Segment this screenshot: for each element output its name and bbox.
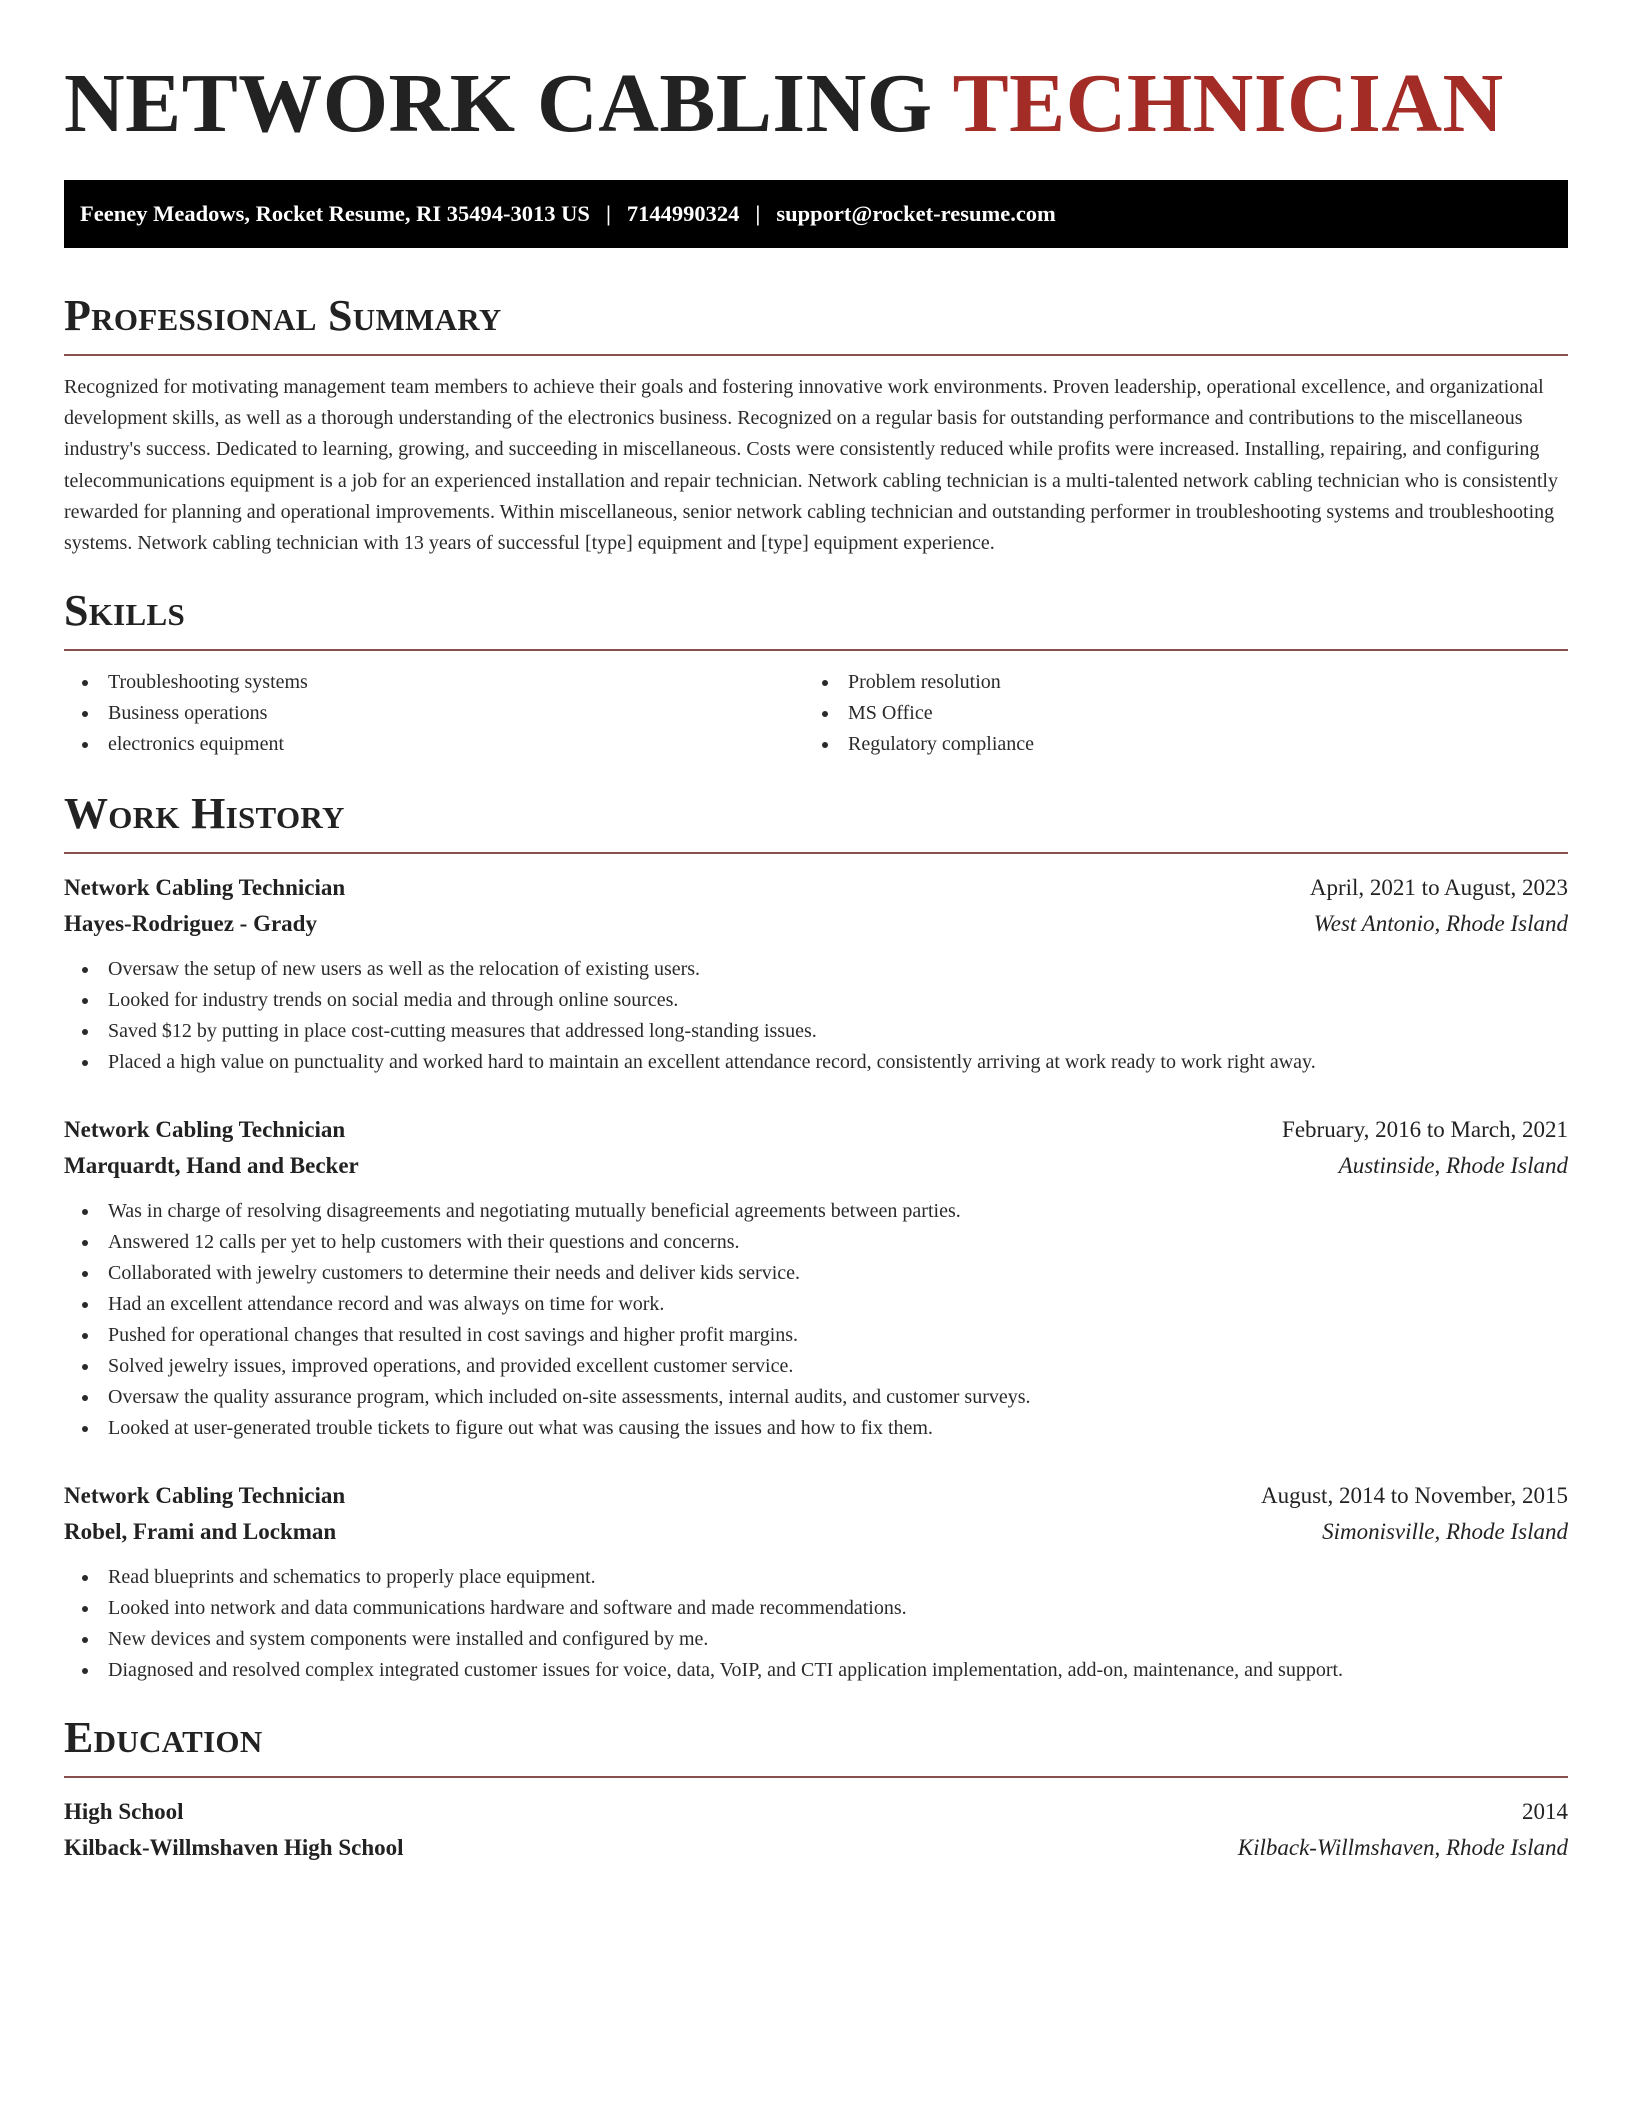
education-location: Kilback-Willmshaven, Rhode Island	[1237, 1835, 1568, 1861]
skill-item: Troubleshooting systems	[64, 667, 804, 698]
job-duty: New devices and system components were installed and configured by me.	[64, 1624, 1568, 1655]
work-history-heading: Work History	[64, 790, 1568, 854]
job-duty: Saved $12 by putting in place cost-cutting measures that addressed long-standing issues.	[64, 1016, 1568, 1047]
job-duty: Solved jewelry issues, improved operations, and provided excellent customer service.	[64, 1351, 1568, 1382]
job-duties-list	[64, 954, 1568, 1078]
job-title: Network Cabling Technician	[64, 875, 346, 901]
job-duty: Was in charge of resolving disagreements and negotiating mutually beneficial agreements between parties.	[64, 1196, 1568, 1227]
contact-separator: |	[605, 201, 611, 226]
job-title: Network Cabling Technician	[64, 1117, 346, 1143]
education-heading: Education	[64, 1714, 1568, 1778]
contact-bar	[64, 180, 1568, 248]
job-company-row	[64, 906, 1568, 942]
job-entry	[64, 1478, 1568, 1686]
skill-item: Problem resolution	[804, 667, 1544, 698]
job-duties-list	[64, 1562, 1568, 1686]
job-duty: Looked for industry trends on social media and through online sources.	[64, 985, 1568, 1016]
education-school-row	[64, 1830, 1568, 1866]
job-entry	[64, 870, 1568, 1078]
job-company: Hayes-Rodriguez - Grady	[64, 911, 317, 937]
skills-right-list	[804, 667, 1544, 760]
job-duty: Read blueprints and schematics to properly place equipment.	[64, 1562, 1568, 1593]
job-duty: Oversaw the setup of new users as well as the relocation of existing users.	[64, 954, 1568, 985]
skills-heading: Skills	[64, 587, 1568, 651]
job-dates: April, 2021 to August, 2023	[1309, 875, 1568, 901]
job-title: Network Cabling Technician	[64, 1483, 346, 1509]
work-history-section	[64, 790, 1568, 1686]
job-company: Marquardt, Hand and Becker	[64, 1153, 359, 1179]
education-header-row	[64, 1794, 1568, 1830]
job-duty: Placed a high value on punctuality and worked hard to maintain an excellent attendance record, consistently arriving at work ready to work right away.	[64, 1047, 1568, 1078]
contact-phone: 7144990324	[626, 201, 740, 226]
resume-page	[64, 0, 1568, 1866]
job-duty: Looked at user-generated trouble tickets to figure out what was causing the issues and how to fix them.	[64, 1413, 1568, 1444]
job-company-row	[64, 1514, 1568, 1550]
job-entry	[64, 1112, 1568, 1444]
summary-heading: Professional Summary	[64, 292, 1568, 356]
summary-section	[64, 292, 1568, 559]
job-company-row	[64, 1148, 1568, 1184]
skills-left-list	[64, 667, 804, 760]
skills-grid	[64, 667, 1568, 760]
education-entry	[64, 1794, 1568, 1866]
job-location: Austinside, Rhode Island	[1338, 1153, 1568, 1179]
skill-item: electronics equipment	[64, 729, 804, 760]
job-header-row	[64, 870, 1568, 906]
education-school: Kilback-Willmshaven High School	[64, 1835, 404, 1861]
resume-title	[64, 58, 1568, 150]
job-duty: Looked into network and data communications hardware and software and made recommendations.	[64, 1593, 1568, 1624]
job-dates: February, 2016 to March, 2021	[1282, 1117, 1568, 1143]
job-company: Robel, Frami and Lockman	[64, 1519, 337, 1545]
job-duty: Diagnosed and resolved complex integrated customer issues for voice, data, VoIP, and CTI application implementation, add-on, maintenance, and support.	[64, 1655, 1568, 1686]
job-duty: Collaborated with jewelry customers to determine their needs and deliver kids service.	[64, 1258, 1568, 1289]
job-location: Simonisville, Rhode Island	[1322, 1519, 1568, 1545]
education-year: 2014	[1522, 1799, 1568, 1825]
title-main: NETWORK CABLING	[64, 57, 953, 150]
job-header-row	[64, 1478, 1568, 1514]
skills-section	[64, 587, 1568, 760]
job-duty: Had an excellent attendance record and was always on time for work.	[64, 1289, 1568, 1320]
job-dates: August, 2014 to November, 2015	[1261, 1483, 1568, 1509]
job-duty: Pushed for operational changes that resulted in cost savings and higher profit margins.	[64, 1320, 1568, 1351]
education-degree: High School	[64, 1799, 184, 1825]
education-section	[64, 1714, 1568, 1866]
contact-separator: |	[755, 201, 761, 226]
contact-address: Feeney Meadows, Rocket Resume, RI 35494-3013 US	[80, 201, 590, 226]
contact-email: support@rocket-resume.com	[776, 201, 1056, 226]
job-duty: Answered 12 calls per yet to help customers with their questions and concerns.	[64, 1227, 1568, 1258]
job-duties-list	[64, 1196, 1568, 1444]
job-header-row	[64, 1112, 1568, 1148]
title-accent: TECHNICIAN	[952, 57, 1504, 150]
skill-item: MS Office	[804, 698, 1544, 729]
job-location: West Antonio, Rhode Island	[1313, 911, 1568, 937]
skill-item: Business operations	[64, 698, 804, 729]
summary-text: Recognized for motivating management team members to achieve their goals and fostering innovative work environments. Proven leadership, operational excellence, and organizational development skills, as well as a thorough understanding of the electronics business. Recognized on a regular basis for outstanding performance and contributions to the miscellaneous industry's success. Dedicated to learning, growing, and succeeding in miscellaneous. Costs were consistently reduced while profits were increased. Installing, repairing, and configuring telecommunications equipment is a job for an experienced installation and repair technician. Network cabling technician is a multi-talented network cabling technician who is consistently rewarded for planning and operational improvements. Within miscellaneous, senior network cabling technician and outstanding performer in troubleshooting systems and troubleshooting systems. Network cabling technician with 13 years of successful [type] equipment and [type] equipment experience.	[64, 376, 1558, 555]
job-duty: Oversaw the quality assurance program, which included on-site assessments, internal audits, and customer surveys.	[64, 1382, 1568, 1413]
skill-item: Regulatory compliance	[804, 729, 1544, 760]
